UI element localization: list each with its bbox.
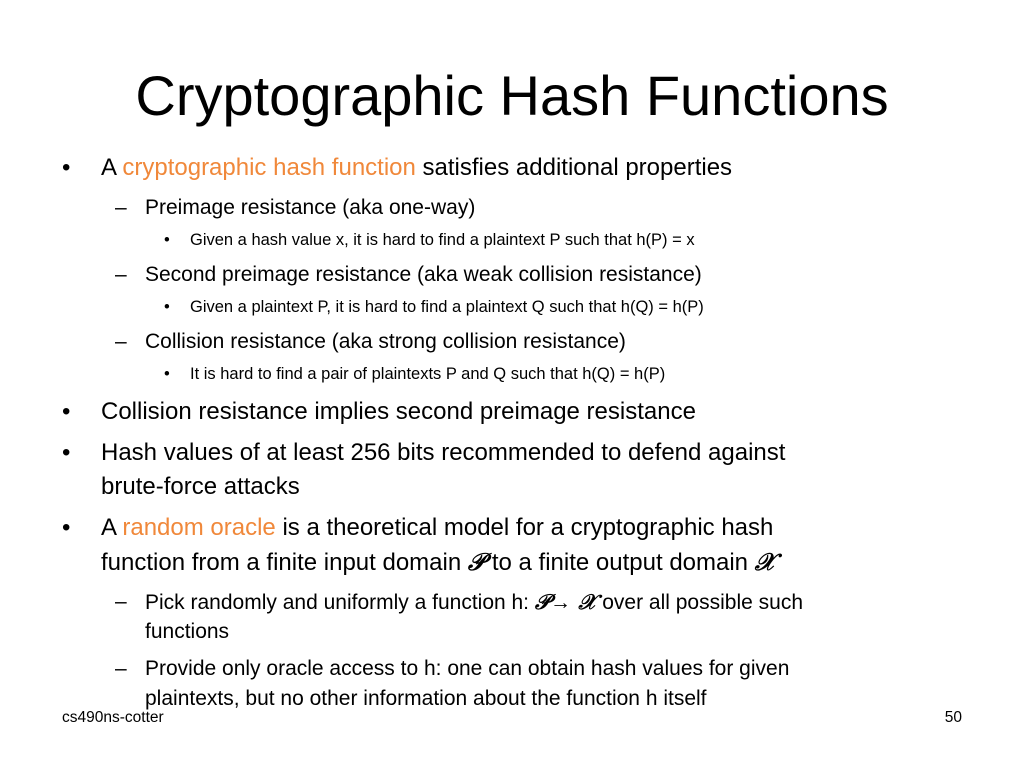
dash-marker: – xyxy=(115,657,127,680)
bullet-marker: • xyxy=(62,154,71,181)
sub-bullet-collision: Collision resistance (aka strong collision resistance) xyxy=(145,330,626,353)
bullet-1-pre: A xyxy=(101,154,123,181)
random-oracle-term: random oracle xyxy=(122,514,276,541)
input-domain-symbol: 𝒫 xyxy=(534,589,551,614)
output-domain-symbol: 𝒳 xyxy=(571,589,597,614)
footer-course-label: cs490ns-cotter xyxy=(62,709,164,726)
sub-bullet-preimage: Preimage resistance (aka one-way) xyxy=(145,196,476,219)
bullet-3-line-1: Hash values of at least 256 bits recommended to defend against xyxy=(101,439,786,466)
bullet-1 xyxy=(101,152,732,184)
bullet-4-line-2-mid: to a finite output domain xyxy=(485,549,755,576)
bullet-4-line-2 xyxy=(101,546,775,579)
bullet-marker: • xyxy=(62,439,71,466)
sub-bullet-oracle-access: Provide only oracle access to h: one can obtain hash values for given xyxy=(145,657,790,680)
sub-bullet-second-preimage: Second preimage resistance (aka weak collision resistance) xyxy=(145,263,702,286)
cryptographic-hash-function-term: cryptographic hash function xyxy=(122,154,416,181)
pick-randomly-pre: Pick randomly and uniformly a function h: xyxy=(145,591,535,614)
sub-bullet-oracle-access-line-2: plaintexts, but no other information about the function h itself xyxy=(145,687,707,710)
bullet-marker: • xyxy=(164,365,170,383)
bullet-4-line-2-pre: function from a finite input domain xyxy=(101,549,468,576)
slide-title: Cryptographic Hash Functions xyxy=(135,64,889,127)
bullet-3-line-2: brute-force attacks xyxy=(101,473,300,500)
bullet-4-pre: A xyxy=(101,514,123,541)
pick-randomly-post: over all possible such xyxy=(596,591,803,614)
sub-bullet-pick-randomly xyxy=(145,587,803,618)
bullet-2: Collision resistance implies second preimage resistance xyxy=(101,398,696,425)
bullet-marker: • xyxy=(164,298,170,316)
output-domain-symbol: 𝒳 xyxy=(754,547,776,576)
bullet-4-line-1 xyxy=(101,512,773,544)
bullet-marker: • xyxy=(62,398,71,425)
dash-marker: – xyxy=(115,263,127,286)
detail-collision: It is hard to find a pair of plaintexts P and Q such that h(Q) = h(P) xyxy=(190,365,666,383)
detail-preimage: Given a hash value x, it is hard to find a plaintext P such that h(P) = x xyxy=(190,231,695,249)
detail-second-preimage: Given a plaintext P, it is hard to find a plaintext Q such that h(Q) = h(P) xyxy=(190,298,704,316)
dash-marker: – xyxy=(115,330,127,353)
dash-marker: – xyxy=(115,590,127,613)
sub-bullet-pick-randomly-line-2: functions xyxy=(145,620,230,643)
bullet-1-post: satisfies additional properties xyxy=(415,154,733,181)
dash-marker: – xyxy=(115,196,127,219)
bullet-4-post: is a theoretical model for a cryptographic hash xyxy=(275,514,774,541)
slide-number: 50 xyxy=(944,709,962,726)
arrow-symbol: → xyxy=(550,591,572,614)
bullet-marker: • xyxy=(62,514,71,541)
bullet-marker: • xyxy=(164,231,170,249)
input-domain-symbol: 𝒫 xyxy=(467,547,486,576)
